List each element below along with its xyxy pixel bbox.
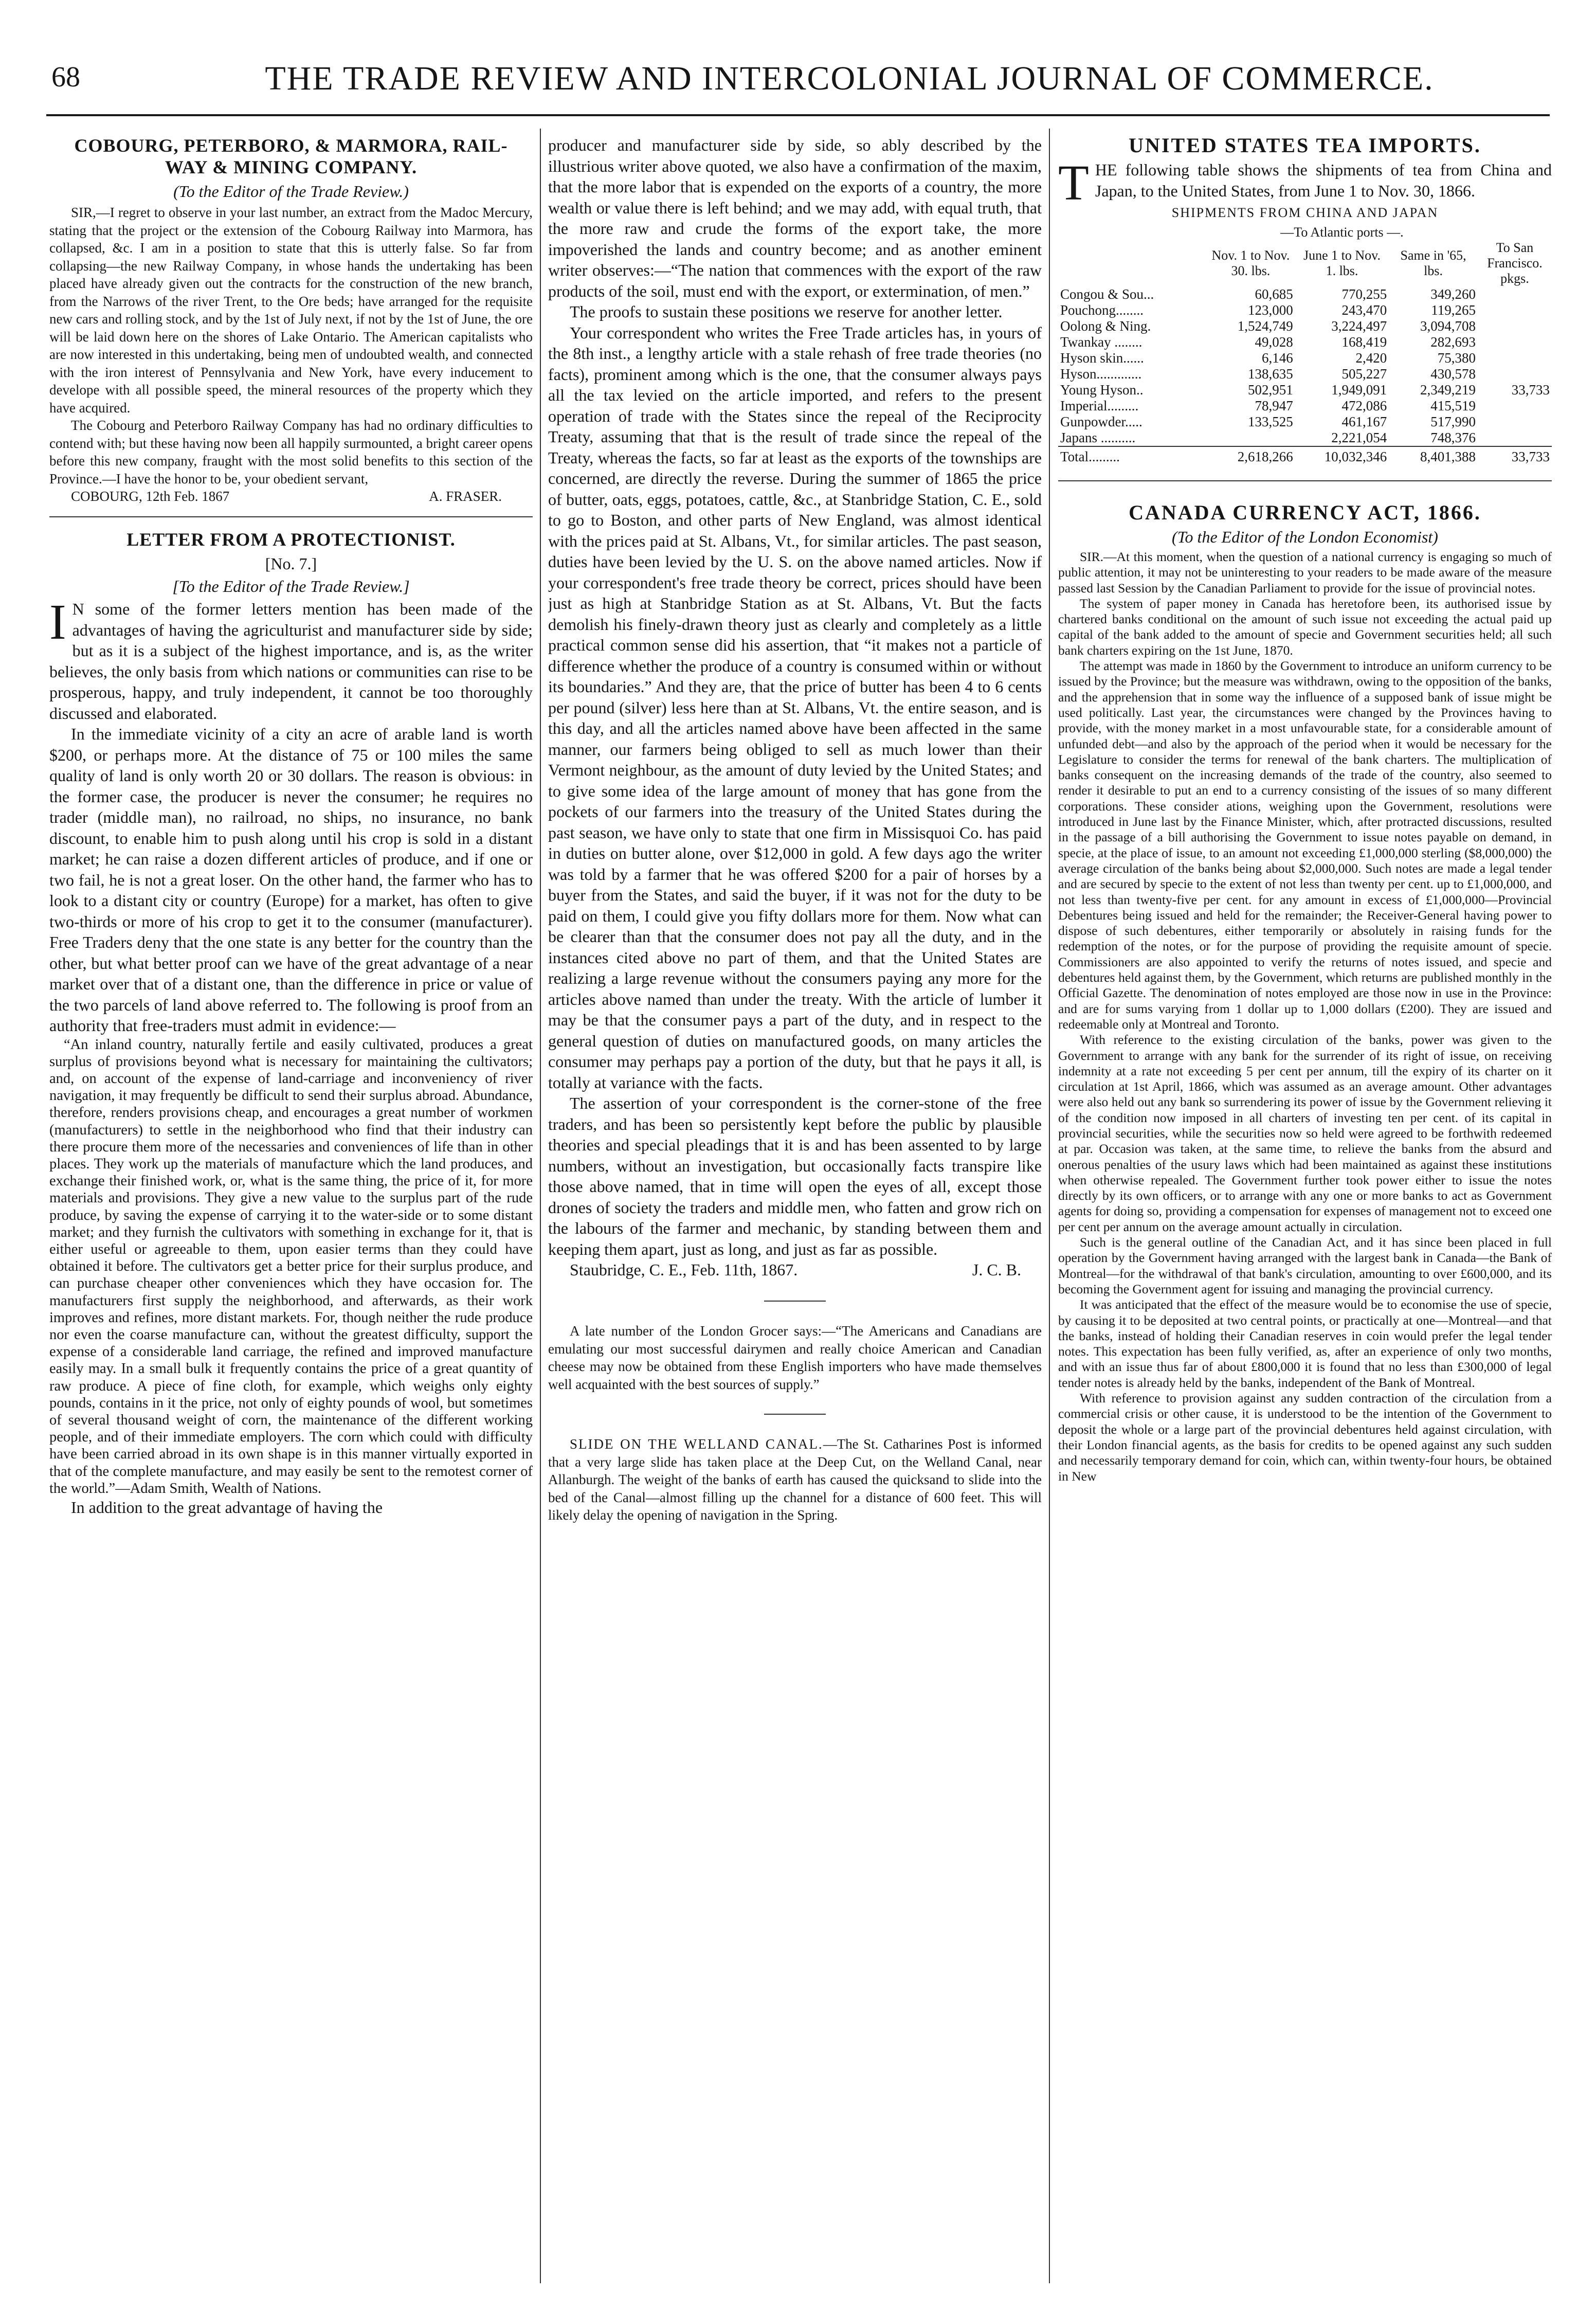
article-separator xyxy=(764,1301,826,1302)
article-subtitle: [To the Editor of the Trade Review.] xyxy=(172,577,410,596)
article-separator xyxy=(1058,480,1552,481)
table-row: Gunpowder..... 133,525 461,167 517,990 xyxy=(1060,414,1476,429)
table-row: Twankay ........ 49,028 168,419 282,693 xyxy=(1060,334,1476,350)
article-subtitle: (To the Editor of the London Economist) xyxy=(1172,528,1438,546)
masthead-title: THE TRADE REVIEW AND INTERCOLONIAL JOURNAL OF COMMERCE. xyxy=(265,60,1434,97)
header-rule xyxy=(46,114,1550,116)
block-quote: “An inland country, naturally fertile and easily cultivated, produces a great surplus of provisions beyond what is necessary for maintaining the cultivators; and, on account of the expense of land-carriage and inconveniency of river navigation, it may frequently be difficult to send their surplus abroad. Abundance, therefore, renders provisions cheap, and encourages a great number of workmen (manufacturers) to settle in the neighborhood who find that their industry can there procure them more of the necessaries and conveniences of life than in other places. They work up the materials of manufacture which the land produces, and exchange their finished work, or, what is the same thing, the price of it, for more materials and provisions. They give a new value to the surplus part of the rude produce, by saving the expense of carrying it to the water-side or to some distant market; and they furnish the cultivators with something in exchange for it, that is either useful or agreeable to them, upon easier terms than they could have obtained it before. The cultivators get a better price for their surplus produce, and can purchase cheaper other conveniences which they have occasion for. The manufacturers first supply the neighborhood, and afterwards, as their work improves and refines, more distant markets. For, though neither the rude produce nor even the coarse manufacture can, without the greatest difficulty, support the expense of a considerable land carriage, the refined and improved manufacture easily may. In a small bulk it frequently contains the price of a great quantity of raw produce. A piece of fine cloth, for example, which weighs only eighty pounds, contains in it the price, not only of eighty pounds of wool, but sometimes of several thousand weight of corn, the maintenance of the different working people, and of their immediate employers. The corn which could with difficulty have been carried abroad in its own shape is in this manner virtually exported in that of the complete manufacture, and may easily be sent to the remotest corner of the world.”—Adam Smith, Wealth of Nations. xyxy=(49,1036,533,1496)
column-divider xyxy=(1049,129,1050,2283)
page-number: 68 xyxy=(51,61,80,93)
tea-imports-table xyxy=(1058,225,1552,465)
article-paragraph: SIR.—At this moment, when the question of a national currency is engaging so much of public attention, it may not be uninteresting to your readers to be made aware of the measure passed last Session by the Canadian Parliament to provide for the issue of provincial notes. xyxy=(1058,549,1552,596)
article-title-currency: CANADA CURRENCY ACT, 1866. xyxy=(1129,501,1481,524)
table-row: Imperial......... 78,947 472,086 415,519 xyxy=(1060,398,1476,413)
article-signature: COBOURG, 12th Feb. 1867 A. FRASER. xyxy=(71,489,502,504)
table-row: Hyson skin...... 6,146 2,420 75,380 xyxy=(1060,350,1476,366)
article-separator xyxy=(49,516,533,517)
table-row: Hyson............. 138,635 505,227 430,578 xyxy=(1060,366,1476,382)
column-middle xyxy=(548,135,1042,2283)
table-total-row: Total......... 2,618,266 10,032,346 8,401,388 33,733 xyxy=(1058,446,1552,465)
article-number: [No. 7.] xyxy=(265,554,317,573)
article-paragraph: The assertion of your correspondent is the corner-stone of the free traders, and has been so persistently kept before the public by plausible theories and special pleadings that it is and has been assented to by large numbers, without an investigation, but occasionally facts transpire like those above named, that in time will open the eyes of all, except those drones of society the traders and middle men, who fatten and grow rich on the labours of the farmer and mechanic, by standing between them and keeping them apart, just as long, and just as far as possible. xyxy=(548,1094,1042,1258)
article-paragraph: SIR,—I regret to observe in your last number, an extract from the Madoc Mercury, stating that the project or the extension of the Cobourg Railway into Marmora, has collapsed, &c. I am in a position to state that this is utterly false. So far from collapsing—the new Railway Company, in whose hands the undertaking has been placed have already given out the contracts for the construction of the new branch, from the Narrows of the river Trent, to the Ore beds; have arranged for the requisite new cars and rolling stock, and by the 1st of July next, if not by the 1st of June, the ore will be laid down here on the shores of Lake Ontario. The American capitalists who are now interested in this undertaking, being men of undoubted wealth, and connected with the iron interest of Pennsylvania and New York, have every inducement to develope with all possible speed, the mineral resources of the property which they have acquired. xyxy=(49,205,533,416)
article-paragraph: The attempt was made in 1860 by the Government to introduce an uniform currency to be issued by the Province; but the measure was withdrawn, owing to the opposition of the banks, and the apprehension that in some way the influence of a supposed bank of issue might be used politically. Last year, the circumstances were changed by the Provinces having to provide, with the money market in a most unfavourable state, for a considerable amount of unfunded debt—and also by the approach of the period when it would be necessary for the Legislature to consider the terms for renewal of the bank charters. The multiplication of banks consequent on the increasing demands of the trade of the country, also seemed to render it desirable to put an end to a currency consisting of the issues of so many different corporations. These consider ations, weighing upon the Government, resolutions were introduced in June last by the Finance Minister, which, after protracted discussions, resulted in the passage of a bill authorising the Government to issue notes payable on demand, in specie, at the place of issue, to an amount not exceeding £1,000,000 sterling ($8,000,000) the average circulation of the banks being about $2,000,000. Such notes are made a legal tender and are secured by specie to the extent of not less than twenty per cent. up to £1,000,000, and not less than twenty-five per cent. for any amount in excess of £1,000,000—Provincial Debentures being issued and held for the remainder; the Receiver-General having power to dispose of such debentures, either temporarily or absolutely in raising funds for the redemption of the notes, or for the purpose of providing the requisite amount of specie. Commissioners are also appointed to verify the returns of notes issued, and specie and debentures held against them, by the Government, which returns are published monthly in the Official Gazette. The denomination of notes employed are those now in use in the Province: and are for sums varying from 1 dollar up to 1,000 dollars (£200). They are issued and redeemable only at Montreal and Toronto. xyxy=(1058,658,1552,1032)
column-left xyxy=(49,135,533,2283)
drop-cap: I xyxy=(49,594,66,650)
article-paragraph: In the immediate vicinity of a city an acre of arable land is worth $200, or perhaps more. At the distance of 75 or 100 miles the same quality of land is only worth 20 or 30 dollars. The reason is obvious: in the former case, the producer is never the consumer; he requires no trader (middle man), no railroad, no ships, no insurance, no bank discount, to enable him to push along until his crop is sold in a distant market; he can raise a dozen different articles of produce, and if one or two fail, he is not a great loser. On the other hand, the farmer who has to look to a distant city or country (Europe) for a market, has often to give two-thirds or more of his crop to get it to the consumer (manufacturer). Free Traders deny that the one state is any better for the country than the other, but what better proof can we have of the great advantage of a near market over that of a distant one, than the difference in price or value of the two parcels of land above referred to. The following is proof from an authority that free-traders must admit in evidence:— xyxy=(49,725,533,1035)
article-paragraph: I N some of the former letters mention has been made of the advantages of having the agriculturist and manufacturer side by side; but as it is a subject of the highest importance, and is, as the writer believes, the only basis from which nations or communities can rise to be prosperous, happy, and truly independent, it cannot be too thoroughly discussed and elaborated. xyxy=(49,594,533,723)
article-signature: Staubridge, C. E., Feb. 11th, 1867. J. C. B. xyxy=(570,1260,1021,1279)
article-paragraph: With reference to the existing circulation of the banks, power was given to the Government to arrange with any bank for the surrender of its right of issue, on receiving indemnity at a rate not exceeding 5 per cent per annum, till the expiry of its charter on it circulation at 1st April, 1866, which was assumed as an average amount. Other advantages were also held out any bank so surrendering its power of issue by the Government relieving it of the condition now imposed in all charters of investing ten per cent. of its capital in provincial securities, while the securities now so held were agreed to be forthwith redeemed at par. Occasion was taken, at the same time, to relieve the banks from the absurd and onerous penalties of the usury laws which had been maintained as against these institutions when otherwise repealed. The Government further took power either to issue the notes directly by its own officers, or to arrange with any one or more banks to act as Government agents for doing so, providing a compensation for expenses of management not to exceed one per cent per annum on the average amount actually in circulation. xyxy=(1058,1032,1552,1234)
article-paragraph: The system of paper money in Canada has heretofore been, its authorised issue by chartered banks conditional on the amount of such issue not exceeding the actual paid up capital of the bank added to the amount of specie and Government securities held; all such bank charters expiring on the 1st June, 1870. xyxy=(1058,596,1552,658)
article-paragraph: A late number of the London Grocer says:—“The Americans and Canadians are emulating our most successful dairymen and really choice American and Canadian cheese may now be obtained from these English importers who have made themselves well acquainted with the best sources of supply.” xyxy=(548,1323,1042,1392)
table-header-cell: Same in '65, lbs. xyxy=(1400,248,1466,278)
table-header-cell: Nov. 1 to Nov. 30. lbs. xyxy=(1211,248,1290,278)
table-row: Pouchong........ 123,000 243,470 119,265 xyxy=(1060,302,1476,318)
table-row: Young Hyson.. 502,951 1,949,091 2,349,219 33,733 xyxy=(1060,382,1550,398)
article-paragraph: In addition to the great advantage of having the xyxy=(71,1498,383,1517)
article-paragraph: With reference to provision against any sudden contraction of the circulation from a commercial crisis or other cause, it is understood to be the intention of the Government to deposit the whole or a large part of the provincial debentures held against circulation, with their London financial agents, as the basis for credits to be opened against any such sudden and necessarily temporary demand for coin, which can, within twenty-four hours, be obtained in New xyxy=(1058,1391,1552,1484)
currency-article-body xyxy=(1058,549,1552,1484)
table-header-row xyxy=(1058,225,1552,240)
page-header xyxy=(0,0,1596,119)
article-title-cobourg: COBOURG, PETERBORO, & MARMORA, RAIL- WAY & MINING COMPANY. xyxy=(74,135,508,177)
table-header-row xyxy=(1058,240,1552,286)
article-paragraph: Such is the general outline of the Canadian Act, and it has since been placed in full operation by the Government having arranged with the largest bank in Canada—the Bank of Montreal—for the withdrawal of that bank's circulation, amounting to over £600,000, and its becoming the Government agent for issuing and managing the provincial currency. xyxy=(1058,1235,1552,1296)
article-paragraph: It was anticipated that the effect of the measure would be to economise the use of specie, by causing it to be deposited at two central points, or practically at one—Montreal—and that the banks, instead of holding their Canadian reserves in coin would prefer the legal tender notes. This expectation has been fully verified, as, after an experience of only two months, and with an issue thus far of about £800,000 it is found that no less than £300,000 of legal tender notes is already held by the banks, independent of the Bank of Montreal. xyxy=(1058,1297,1552,1390)
table-row: Oolong & Ning. 1,524,749 3,224,497 3,094,708 xyxy=(1060,318,1476,334)
article-paragraph: producer and manufacturer side by side, so ably described by the illustrious writer above quoted, we also have a confirmation of the maxim, that the more labor that is expended on the exports of a country, the more wealth or value there is left behind; and we may add, with equal truth, that the more raw and crude the forms of the export take, the more impoverished the lands and country become; and as another eminent writer observes:—“The nation that commences with the export of the raw products of the soil, must end with the export, or extermination, of men.” xyxy=(548,136,1042,300)
table-group-header: —To Atlantic ports —. xyxy=(1280,225,1404,240)
drop-cap: T xyxy=(1058,155,1089,211)
table-header-cell: June 1 to Nov. 1. lbs. xyxy=(1303,248,1381,278)
table-header-cell: To San Francisco. pkgs. xyxy=(1487,240,1543,286)
article-subtitle: (To the Editor of the Trade Review.) xyxy=(173,182,409,201)
column-divider xyxy=(540,129,541,2283)
article-paragraph: Your correspondent who writes the Free Trade articles has, in yours of the 8th inst., a lengthy article with a stale rehash of free trade theories (no facts), prominent among which is the one, that the consumer always pays all the tax levied on the article imported, and refers to the present operation of trade with the States since the repeal of the Reciprocity Treaty, assuming that that is the result of trade since the repeal of the Treaty, whereas the facts, so far at least as the exports of the townships are concerned, are directly the reverse. During the summer of 1865 the price of butter, oats, eggs, potatoes, cattle, &c., at Stanbridge Station, C. E., sold to go to Boston, and other parts of New England, was almost identical with the prices paid at St. Albans, Vt., for similar articles. The past season, duties have been levied by the U. S. on the above named articles. Now if your correspondent's free trade theory be correct, prices should have been just as high at Stanbridge Station as at St. Albans, Vt. But the facts demolish his finely-drawn theory just as clearly and completely as a little practical common sense did his assertion, that “it makes not a particle of difference whether the produce of a country is consumed within or without its boundaries.” And they are, that the price of butter has been 4 to 6 cents per pound (silver) less here than at St. Albans, Vt. the entire season, and is this day, and all the articles named above have been affected in the same manner, our farmers being obliged to sell as much lower than their Vermont neighbour, as the amount of duty levied by the United States; and to give some idea of the large amount of money that has gone from the pockets of our farmers into the treasury of the United States during the past season, we have only to state that one firm in Missisquoi Co. has paid in duties on butter alone, over $12,000 in gold. A few days ago the writer was told by a farmer that he was offered $200 for a pair of horses by a buyer from the States, and said the buyer, if it was not for the duty to be paid on them, I could give you fifty dollars more for them. Now what can be clearer than that the consumer does not pay all the duty, and in the instances cited above no part of them, and that the United States are realizing a large revenue without the consumers paying any more for the articles above named than under the treaty. With the article of lumber it may be that the consumer pays a part of the duty, and in respect to the general question of duties on manufactured goods, on many articles the consumer may perhaps pay a portion of the duty, but that he pays it all, is totally at variance with the facts. xyxy=(548,323,1042,1092)
table-caption: SHIPMENTS FROM CHINA AND JAPAN xyxy=(1171,205,1439,220)
article-separator xyxy=(764,1414,826,1415)
article-paragraph: THE following table shows the shipments of tea from China and Japan, to the United States, from June 1 to Nov. 30, 1866. xyxy=(1058,155,1552,211)
table-row: Congou & Sou... 60,685 770,255 349,260 xyxy=(1060,286,1476,302)
table-row: Japans .......... 2,221,054 748,376 xyxy=(1060,430,1476,445)
column-right xyxy=(1058,135,1552,2283)
article-paragraph: The proofs to sustain these positions we reserve for another letter. xyxy=(570,302,1003,321)
article-title-tea: UNITED STATES TEA IMPORTS. xyxy=(1129,135,1481,157)
article-title-protectionist: LETTER FROM A PROTECTIONIST. xyxy=(126,529,456,550)
article-paragraph: The Cobourg and Peterboro Railway Company has had no ordinary difficulties to contend with; but these having now been all happily surmounted, a bright career opens before this new company, fraught with the most solid benefits to this section of the Province.—I have the honor to be, your obedient servant, xyxy=(49,418,533,486)
article-paragraph: SLIDE ON THE WELLAND CANAL.—The St. Catharines Post is informed that a very large slide has taken place at the Deep Cut, on the Welland Canal, near Allanburgh. The weight of the banks of earth has caused the quicksand to slide into the bed of the Canal—almost filling up the channel for a distance of 600 feet. This will likely delay the opening of navigation in the Spring. xyxy=(548,1436,1042,1523)
